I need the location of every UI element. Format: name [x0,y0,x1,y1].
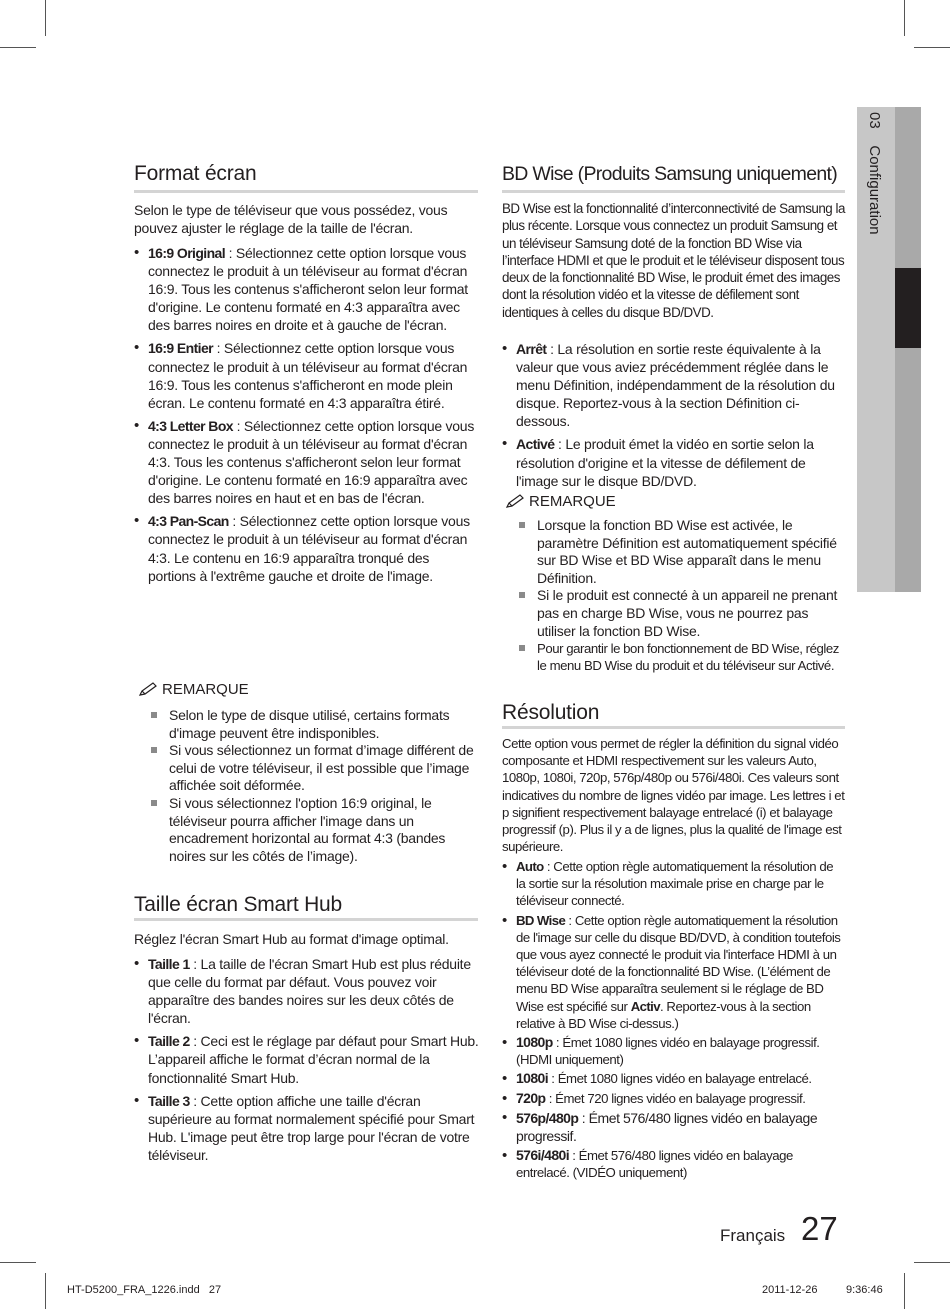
item-term: Activ [630,998,660,1014]
format-list [134,244,480,590]
resolution-intro: Cette option vous permet de régler la définition du signal vidéo composante et HDMI respectivement sur les valeurs Auto, 1080p, 1080i, 720p, 576p/480p ou 576i/480i. Ces valeurs sont indicatives du nombre de lignes vidéo par image. Les lettres i et p signifient respectivement balayage entrelacé (i) et balayage progressif (p). Plus il y a de lignes, plus la qualité de l'image est supérieure. [502,736,845,855]
side-tab-marker [895,107,921,592]
crop-mark [914,1262,950,1263]
note-label: REMARQUE [162,681,249,698]
crop-mark [904,0,905,36]
footer-date: 2011-12-26 [762,1284,818,1296]
chapter-title: Configuration [866,145,883,235]
bdwise-title: BD Wise (Produits Samsung uniquement) [502,163,838,185]
list-item [134,512,480,584]
item-text: : Cette option règle automatiquement la résolution de la sortie sur la résolution maximale prise en charge par le téléviseur connecté. [516,859,834,909]
note-item: Lorsque la fonction BD Wise est activée, le paramètre Définition est automatiquement spécifié sur BD Wise et BD Wise apparaît dans le menu Définition. [517,517,845,587]
item-term: Arrêt [516,341,547,357]
crop-mark [45,1273,46,1309]
list-item [502,1070,845,1087]
bdwise-list [502,340,845,495]
crop-mark [904,1273,905,1309]
item-text: : Émet 720 lignes vidéo en balayage progressif. [545,1090,806,1106]
list-item [502,912,845,1032]
item-term: 16:9 Entier [148,340,213,357]
note-item: Si vous sélectionnez un format d’image différent de celui de votre téléviseur, il est possible que l’image affichée soit déformée. [149,742,479,795]
item-text: : Émet 576/480 lignes vidéo en balayage progressif. [516,1109,818,1144]
list-item [502,1034,845,1068]
note-term: Activé [797,658,831,674]
item-text: : Sélectionnez cette option lorsque vous connectez le produit à un téléviseur au format d'écran 16:9. Tous les contenus s'afficheront selon leur format d'origine. Le contenu formaté en 4:3 apparaîtra avec des barres noires en droite et à gauche de l'écran. [148,245,468,334]
side-tab-label [866,112,883,235]
note-label: REMARQUE [529,493,616,510]
list-item [502,858,845,910]
item-term: 720p [516,1089,546,1106]
list-item [134,1032,480,1086]
note-item: Selon le type de disque utilisé, certains formats d'image peuvent être indisponibles. [149,707,479,742]
note-text: Pour garantir le bon fonctionnement de BD Wise, réglez le menu BD Wise du produit et du téléviseur sur [537,641,839,674]
note-item: Si le produit est connecté à un appareil ne prenant pas en charge BD Wise, vous ne pourrez pas utiliser la fonction BD Wise. [517,587,845,640]
list-item [134,244,480,334]
format-title: Format écran [134,162,257,185]
list-item [502,1147,845,1181]
item-text: : La résolution en sortie reste équivalente à la valeur que vous aviez précédemment réglée dans le menu Définition, indépendamment de la résolution du disque. Reportez-vous à la section Définition ci-dessous. [516,341,835,430]
item-term: Auto [516,859,544,874]
item-term: 1080p [516,1034,553,1051]
crop-mark [45,0,46,36]
section-rule [134,918,478,921]
list-item [134,1092,480,1164]
list-item [134,417,480,507]
crop-mark [914,47,950,48]
item-term: 576i/480i [516,1146,569,1163]
item-term: Taille 3 [148,1092,190,1109]
smarthub-list [134,955,480,1169]
item-text: : Émet 1080 lignes vidéo en balayage progressif. (HDMI uniquement) [516,1035,820,1068]
item-text: . Reportez-vous à la section relative à BD Wise ci-dessus.) [516,998,811,1031]
note-text: . [830,658,835,674]
footer-file: HT-D5200_FRA_1226.indd 27 [67,1284,222,1296]
section-rule [502,726,845,729]
list-item [502,435,845,489]
item-term: 16:9 Original [148,245,226,261]
note-heading [505,493,616,510]
section-rule [134,190,478,193]
page-number: 27 [801,1210,838,1247]
item-text: : Émet 576/480 lignes vidéo en balayage entrelacé. (VIDÉO uniquement) [516,1147,793,1181]
section-rule [502,190,845,193]
list-item [134,955,480,1027]
crop-mark [0,1262,36,1263]
note-item: Si vous sélectionnez l'option 16:9 original, le téléviseur pourra afficher l'image dans un encadrement horizontal au format 4:3 (bandes noires sur les côtés de l’image). [149,795,479,865]
list-item [502,340,845,430]
footer-time: 9:36:46 [846,1284,883,1296]
list-item [502,1090,845,1107]
note-heading [138,681,249,698]
item-term: BD Wise [516,912,566,928]
item-text: : Le produit émet la vidéo en sortie selon la résolution d'origine et la vitesse de défilement de l'image sur le disque BD/DVD. [516,436,814,489]
item-text: : Sélectionnez cette option lorsque vous connectez le produit à un téléviseur au format d'écran 16:9. Tous les contenus s'afficheront en mode plein écran. Le contenu formaté en 4:3 apparaîtra étiré. [148,340,468,411]
pencil-icon [505,493,525,509]
item-text: : Émet 1080 lignes vidéo en balayage entrelacé. [548,1071,812,1087]
item-text: : Sélectionnez cette option lorsque vous connectez le produit à un téléviseur au format d'écran 4:3. Le contenu en 16:9 apparaîtra tronqué des portions à l'extrême gauche et droite de l'image. [148,513,470,584]
resolution-title: Résolution [502,701,600,724]
item-text: : Cette option règle automatiquement la résolution de l'image sur celle du disque BD/DVD, à condition toutefois que vous ayez connecté le produit via l'interface HDMI à un téléviseur doté de la fonctionnalité BD Wise. (L’élément de menu BD Wise apparaîtra seulement si le réglage de BD Wise est spécifié sur [516,912,841,1014]
resolution-list [502,858,845,1183]
item-text: : Cette option affiche une taille d'écran supérieure au format normalement spécifié pour Smart Hub. L'image peut être trop large pour l'écran de votre téléviseur. [148,1092,475,1163]
bdwise-notes [517,517,845,674]
list-item [502,1109,845,1145]
side-tab-active-marker [895,268,921,348]
smarthub-intro: Réglez l'écran Smart Hub au format d'image optimal. [134,931,449,947]
item-term: 4:3 Pan-Scan [148,513,229,530]
chapter-number: 03 [866,112,883,129]
format-notes [149,707,479,865]
bdwise-intro: BD Wise est la fonctionnalité d’interconnectivité de Samsung la plus récente. Lorsque vous connectez un produit Samsung et un téléviseur Samsung doté de la fonction BD Wise via l’interface HDMI et que le produit et le téléviseur disposent tous deux de la fonctionnalité BD Wise, le produit émet des images dont la résolution vidéo et la vitesse de défilement sont identiques à celles du disque BD/DVD. [502,201,845,320]
smarthub-title: Taille écran Smart Hub [134,893,343,916]
item-term: Taille 1 [148,956,190,972]
item-term: Activé [516,436,555,453]
item-term: 576p/480p [516,1109,579,1126]
item-term: 1080i [516,1070,549,1087]
format-intro: Selon le type de téléviseur que vous possédez, vous pouvez ajuster le réglage de la taille de l'écran. [134,202,448,236]
page-language: Français [720,1226,786,1245]
list-item [134,339,480,411]
item-text: : Sélectionnez cette option lorsque vous connectez le produit à un téléviseur au format d'écran 4:3. Tous les contenus s'afficheront selon leur format d'origine. Le contenu formaté en 16:9 apparaîtra avec des barres noires en haut et en bas de l'écran. [148,417,475,507]
note-item [517,640,845,674]
item-term: 4:3 Letter Box [148,417,233,434]
item-text: : La taille de l'écran Smart Hub est plus réduite que celle du format par défaut. Vous pouvez voir apparaître des bandes noires sur les deux côtés de l'écran. [148,956,471,1027]
item-term: Taille 2 [148,1033,190,1050]
pencil-icon [138,681,158,697]
item-text: : Ceci est le réglage par défaut pour Smart Hub. L’appareil affiche le format d’écran normal de la fonctionnalité Smart Hub. [148,1033,479,1086]
crop-mark [0,47,36,48]
